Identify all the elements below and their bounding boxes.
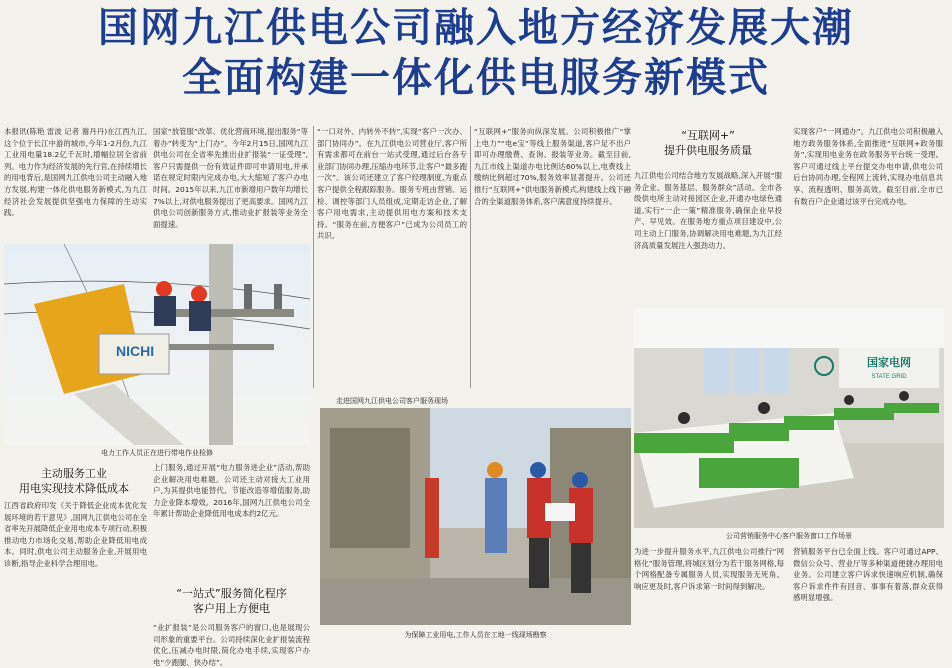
wall-logo-text: 国家电网	[867, 357, 911, 369]
photo-service-hall	[634, 308, 944, 528]
article-column-3: “一口对外、内转外不转”,实现“客户一次办、部门协同办”。在九江供电公司营业厅,客户所有需求都可在前台一站式受理,通过后台各专业部门协同办理,压缩办电环节,让客户“最多跑一次”。该公司还建立了客户经理制度,为重点客户提供全程跟踪服务。服务专班由营销、运检、调控等部门人员组成,定期走访企业,了解客户用电需求,主动提供用电方案和技术支持。“服务在前,方便客户”已成为公司员工的共识。	[317, 127, 467, 241]
article-column-b5: 营销服务平台已全面上线。客户可通过APP、微信公众号、营业厅等多种渠道便捷办理用电业务。公司建立客户诉求快速响应机制,确保客户诉求件件有回音、事事有着落,群众获得感明显增强。	[793, 547, 943, 603]
photo-line-workers	[4, 244, 310, 445]
subhead-internet-plus-line-2: 提升供电服务质量	[664, 144, 752, 157]
column-divider	[313, 126, 314, 388]
headline-line-1: 国网九江供电公司融入地方经济发展大潮	[98, 5, 854, 51]
article-column-b4: 为进一步提升服务水平,九江供电公司推行“网格化”服务管理,将城区划分为若干服务网格,每个网格配备专属服务人员,实现服务无死角、响应更及时,客户诉求第一时间得到解决。	[634, 547, 784, 591]
crane-brand-text: NICHI	[116, 343, 155, 359]
article-column-4: “互联网+”服务向纵深发展。公司积极推广“掌上电力”“电e宝”等线上服务渠道,客户足不出户即可办理缴费、查询、报装等业务。截至目前,九江市线上渠道办电比例达60%以上,电费线上缴纳比例超过70%,服务效率显著提升。公司还推行“互联网+”供电服务新模式,构建线上线下融合的全渠道服务体系,客户满意度持续提升。	[474, 127, 631, 206]
wall-logo-en-text: STATE GRID	[871, 374, 907, 380]
article-column-intro: 本报讯(陈艳 雷波 记者 谢丹丹)在江西九江,这个位于长江中游的城市,今年1-2月份,九江工业用电量18.2亿千瓦时,增幅位居全省前列。电力作为经济发展的先行官,在持续增长的用电背后,是国网九江供电公司主动融入地方发展,构建一体化供电服务新模式,为九江经济社会发展提供坚强电力保障的生动实践。	[4, 127, 147, 218]
caption-photo-site-survey: 为保障工业用电,工作人员在工地一线现场勘察	[404, 631, 547, 639]
caption-photo-line-workers: 电力工作人员正在进行带电作业检修	[101, 449, 213, 457]
article-column-2: 国家“放管服”改革、优化营商环境,提出服务“等着办”转变为“上门办”。今年2月15日,国网九江供电公司在全省率先推出业扩报装“一证受理”,客户只需提供一份有效证件即可申请用电,并承诺在规定时限内完成办电,大大缩短了客户办电时间。2015年以来,九江市新增用户数年均增长7%以上,对供电服务提出了更高要求。国网九江供电公司创新服务方式,推动业扩报装等业务全面提速。	[153, 127, 308, 229]
article-column-b2: 上门服务,通过开展“电力服务进企业”活动,帮助企业解决用电难题。公司还主动对接大工业用户,为其提供电能替代、节能改造等增值服务,助力企业降本增效。2016年,国网九江供电公司全年累计帮助企业降低用电成本约2亿元。	[153, 463, 310, 519]
article-column-b3: “业扩报装”是公司服务客户的窗口,也是展现公司形象的重要平台。公司持续深化业扩报装流程优化,压减办电时限,简化办电手续,实现客户办电“少跑腿、快办结”。	[153, 623, 310, 667]
subhead-one-stop-line-1: “一站式”服务简化程序	[176, 587, 287, 600]
headline-line-2: 全面构建一体化供电服务新模式	[182, 55, 770, 101]
article-column-6: 实现客户“一网通办”。九江供电公司积极融入地方政务服务体系,全面推进“互联网+政务服务”,实现用电业务在政务服务平台统一受理。客户可通过线上平台提交办电申请,供电公司后台协同办理,全程网上流转,实现办电信息共享、流程透明、服务高效。截至目前,全市已有数百户企业通过该平台完成办电。	[793, 127, 943, 206]
subhead-industry-line-2: 用电实现技术降低成本	[19, 482, 129, 495]
caption-photo-service-hall: 公司营销服务中心客户服务窗口工作场景	[726, 532, 852, 540]
subhead-one-stop-line-2: 客户用上方便电	[193, 602, 270, 615]
photo-site-survey	[320, 408, 631, 625]
subhead-industry-line-1: 主动服务工业	[41, 467, 107, 480]
article-column-5: 九江供电公司结合地方发展战略,深入开展“服务企业、服务基层、服务群众”活动。全市各级供电所主动对接园区企业,开通办电绿色通道,实行“一企一策”精准服务,确保企业早投产、早见效。在服务地方重点项目建设中,公司主动上门服务,协调解决用电难题,为九江经济高质量发展注入强劲动力。	[634, 171, 782, 250]
article-column-b1: 江西省政府印发《关于降低企业成本优化发展环境的若干意见》,国网九江供电公司在全省率先开展降低企业用电成本专项行动,积极推动电力市场化交易,帮助企业降低用电成本。同时,供电公司主动服务企业,开展用电诊断,指导企业科学合理用电。	[4, 501, 147, 568]
caption-photo-service-center: 走进国网九江供电公司客户服务现场	[336, 397, 448, 405]
column-divider	[470, 126, 471, 388]
subhead-internet-plus-line-1: “互联网+”	[681, 129, 735, 142]
